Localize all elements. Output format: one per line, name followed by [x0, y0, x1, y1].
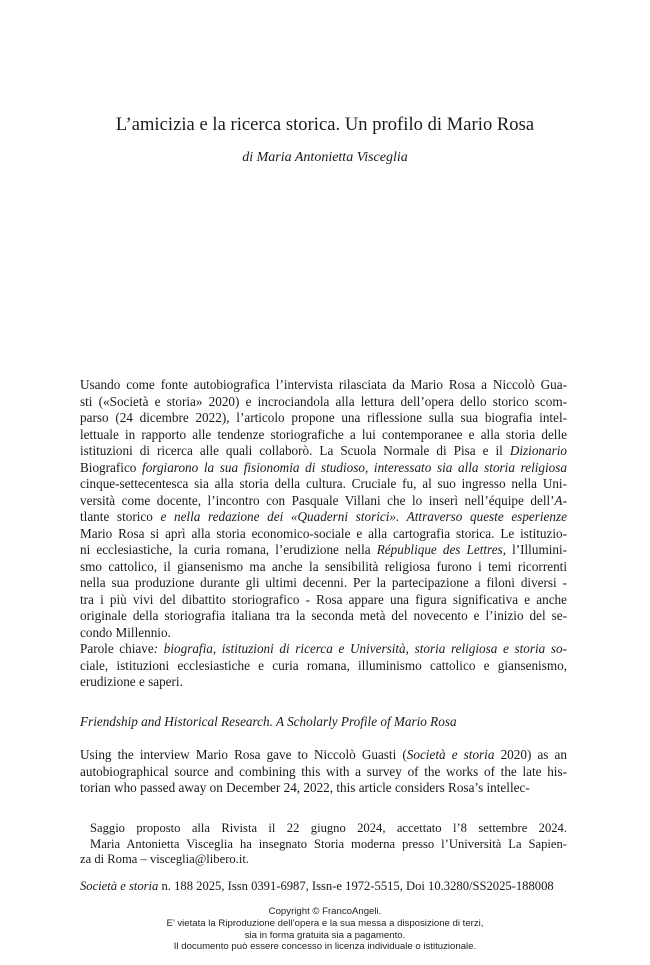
text-line	[80, 592, 567, 609]
text-line	[80, 394, 567, 411]
text-line	[80, 493, 567, 510]
copyright-line: Copyright © FrancoAngeli.	[268, 906, 382, 917]
author-byline: di Maria Antonietta Visceglia	[242, 150, 408, 165]
abstract-english	[80, 747, 567, 797]
text-line	[80, 377, 567, 394]
text-line	[80, 608, 567, 625]
footnote-submission: Saggio proposto alla Rivista il 22 giugno 2024, accettato l’8 settembre 2024.	[90, 821, 567, 835]
text-line	[80, 509, 567, 526]
text-line	[80, 641, 567, 658]
text-segment: sti («Società e storia» 2020) e incrociandola alla lettura dell’opera dello storico scom-	[80, 393, 567, 409]
text-segment: Biografico	[80, 459, 137, 475]
text-segment: tlante storico	[80, 509, 153, 524]
text-segment: lettuale in rapporto alle tendenze storiografiche a lui contemporanee e alla storia delle	[80, 426, 567, 442]
text-line	[80, 764, 567, 781]
text-segment: ciale, istituzioni ecclesiastiche e curia romana, illuminismo cattolico e giansenismo,	[80, 657, 567, 673]
text-segment: torian who passed away on December 24, 2022, this article considers Rosa’s intellec-	[80, 780, 530, 795]
text-segment: , l’Illumini-	[502, 542, 568, 557]
footnote-author-line: Maria Antonietta Visceglia ha insegnato Storia moderna presso l’Università La Sapien-	[90, 836, 567, 851]
text-segment: versità come docente, l’incontro con Pasquale Villani che lo inserì nell’équipe dell’	[80, 492, 555, 508]
italic-segment: République des Lettres	[376, 542, 503, 557]
text-segment: parso (24 dicembre 2022), l’articolo propone una riflessione sulla sua biografia intel-	[80, 410, 567, 425]
citation-details: n. 188 2025, Issn 0391-6987, Issn-e 1972-5515, Doi 10.3280/SS2025-188008	[158, 879, 554, 893]
text-segment: ni ecclesiastiche, la curia romana, l’erudizione nella	[80, 542, 377, 557]
footnote	[80, 821, 567, 868]
text-segment: erudizione e saperi.	[80, 674, 183, 689]
text-segment: condo Millennio.	[80, 624, 171, 640]
text-line	[80, 674, 567, 691]
text-segment: Using the interview Mario Rosa gave to Niccolò Guasti (	[80, 747, 407, 762]
italic-segment: : biografia, istituzioni di ricerca e Università, storia religiosa e storia so-	[153, 641, 567, 656]
page-title: L’amicizia e la ricerca storica. Un profilo di Mario Rosa	[115, 115, 535, 135]
text-line	[80, 476, 567, 493]
text-segment: nella sua produzione durante gli ultimi decenni. Per la partecipazione a filoni diversi -	[80, 575, 567, 590]
journal-citation	[80, 878, 567, 895]
text-segment: istituzioni di ricerca alle quali collaborò. La Scuola Normale di Pisa e il	[80, 443, 510, 458]
copyright-notice	[0, 906, 650, 953]
text-line	[80, 575, 567, 592]
italic-segment: A-	[554, 492, 567, 508]
italic-segment: forgiarono la sua fisionomia di studioso, interessato sia alla storia religiosa	[136, 459, 567, 475]
text-segment: tra i più vivi del dibattito storiografico - Rosa appare una figura significativa e anche	[80, 591, 567, 607]
text-line	[80, 780, 567, 797]
text-line	[80, 526, 567, 543]
text-segment: originale della storiografia italiana tra la seconda metà del novecento e l’inizio del se-	[80, 608, 567, 623]
text-line	[80, 747, 567, 764]
italic-segment: e nella redazione dei «Quaderni storici». Attraverso queste esperienze	[152, 509, 567, 524]
english-title: Friendship and Historical Research. A Scholarly Profile of Mario Rosa	[80, 714, 457, 729]
abstract-italian	[80, 377, 567, 641]
text-line	[80, 559, 567, 576]
text-segment: Mario Rosa si aprì alla storia economico-sociale e alla cartografia storica. Le istituzio-	[80, 525, 567, 541]
text-line	[80, 460, 567, 477]
text-line	[80, 427, 567, 444]
text-segment: Usando come fonte autobiografica l’intervista rilasciata da Mario Rosa a Niccolò Gua-	[80, 377, 567, 392]
journal-name: Società e storia	[80, 879, 159, 893]
text-segment: Parole chiave	[80, 641, 154, 656]
text-line	[80, 443, 567, 460]
copyright-line: Il documento può essere concesso in licenza individuale o istituzionale.	[173, 941, 477, 953]
footnote-author-email: za di Roma – visceglia@libero.it.	[80, 852, 249, 866]
text-segment: smo cattolico, il giansenismo ma anche la sensibilità religiosa furono i temi ricorrenti	[80, 558, 567, 574]
text-segment: autobiographical source and combining this with a survey of the works of the late his-	[80, 763, 567, 779]
text-line	[80, 658, 567, 675]
italic-segment: Dizionario	[509, 443, 567, 458]
keywords-paragraph	[80, 641, 567, 691]
text-line	[80, 542, 567, 559]
text-segment: cinque-settecentesca sia alla storia della cultura. Cruciale fu, al suo ingresso nella Uni-	[80, 476, 567, 491]
copyright-line: sia in forma gratuita sia a pagamento.	[244, 929, 406, 941]
text-line	[80, 410, 567, 427]
text-line	[80, 625, 567, 642]
italic-segment: Società e storia	[406, 747, 495, 762]
copyright-line: E’ vietata la Riproduzione dell’opera e la sua messa a disposizione di terzi,	[166, 917, 484, 929]
text-segment: 2020) as an	[494, 747, 567, 762]
